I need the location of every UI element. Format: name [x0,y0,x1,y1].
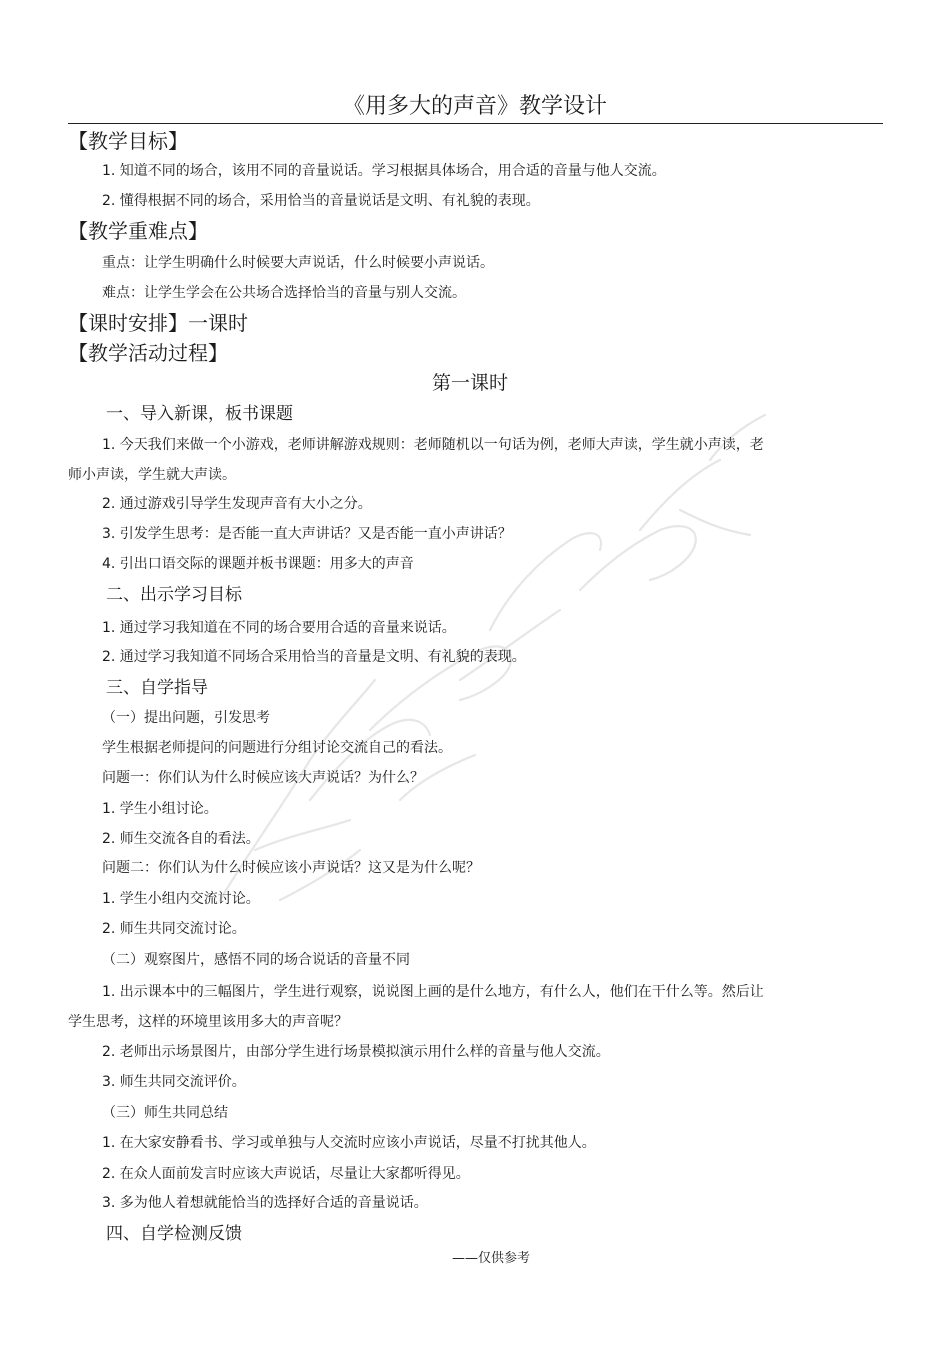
key-point: 重点：让学生明确什么时候要大声说话，什么时候要小声说话。 [102,255,494,271]
part1-line: 2. 通过游戏引导学生发现声音有大小之分。 [102,496,372,512]
difficult-point: 难点：让学生学会在公共场合选择恰当的音量与别人交流。 [102,285,466,301]
title-divider [68,123,883,124]
part3-line: 2. 老师出示场景图片，由部分学生进行场景模拟演示用什么样的音量与他人交流。 [102,1044,610,1060]
footer-note: ——仅供参考 [452,1251,531,1266]
schedule-line: 【课时安排】一课时 [68,311,248,335]
document-title: 《用多大的声音》教学设计 [342,94,607,119]
objective-item: 1. 知道不同的场合，该用不同的音量说话。学习根据具体场合，用合适的音量与他人交流。 [102,163,666,179]
part1-line: 1. 今天我们来做一个小游戏，老师讲解游戏规则：老师随机以一句话为例，老师大声读，学生就小声读，老 [102,437,764,453]
part3-line: 3. 多为他人着想就能恰当的选择好合适的音量说话。 [102,1195,428,1211]
part3-line: 2. 师生共同交流讨论。 [102,921,246,937]
part3-line: 1. 出示课本中的三幅图片，学生进行观察，说说图上画的是什么地方，有什么人，他们在干什么等。然后让 [102,984,764,1000]
part3-heading: 三、自学指导 [106,678,208,698]
part3-line: 2. 师生交流各自的看法。 [102,831,260,847]
part3-line: 学生思考，这样的环境里该用多大的声音呢？ [68,1014,348,1030]
part3-line: 2. 在众人面前发言时应该大声说话，尽量让大家都听得见。 [102,1166,470,1182]
part3-line: 问题一：你们认为什么时候应该大声说话？为什么？ [102,770,424,786]
part2-line: 2. 通过学习我知道不同场合采用恰当的音量是文明、有礼貌的表现。 [102,649,526,665]
part2-heading: 二、出示学习目标 [106,585,242,605]
part3-line: 学生根据老师提问的问题进行分组讨论交流自己的看法。 [102,740,452,756]
objectives-heading: 【教学目标】 [68,129,188,153]
part3-line: 1. 学生小组内交流讨论。 [102,891,260,907]
part3-subheading: （三）师生共同总结 [102,1105,228,1121]
process-heading: 【教学活动过程】 [68,341,228,365]
part1-heading: 一、导入新课，板书课题 [106,404,293,424]
lesson-title: 第一课时 [431,372,508,394]
part1-line: 师小声读，学生就大声读。 [68,467,236,483]
part2-line: 1. 通过学习我知道在不同的场合要用合适的音量来说话。 [102,620,456,636]
objective-item: 2. 懂得根据不同的场合，采用恰当的音量说话是文明、有礼貌的表现。 [102,193,540,209]
part3-line: 1. 在大家安静看书、学习或单独与人交流时应该小声说话，尽量不打扰其他人。 [102,1135,596,1151]
key-points-heading: 【教学重难点】 [68,219,208,243]
part3-subheading: （二）观察图片，感悟不同的场合说话的音量不同 [102,952,410,968]
part3-line: 1. 学生小组讨论。 [102,801,218,817]
part3-line: 3. 师生共同交流评价。 [102,1074,246,1090]
part3-subheading: （一）提出问题，引发思考 [102,710,270,726]
part4-heading: 四、自学检测反馈 [106,1224,242,1244]
part1-line: 3. 引发学生思考：是否能一直大声讲话？又是否能一直小声讲话？ [102,526,512,542]
part1-line: 4. 引出口语交际的课题并板书课题：用多大的声音 [102,556,414,572]
part3-line: 问题二：你们认为什么时候应该小声说话？这又是为什么呢？ [102,860,480,876]
